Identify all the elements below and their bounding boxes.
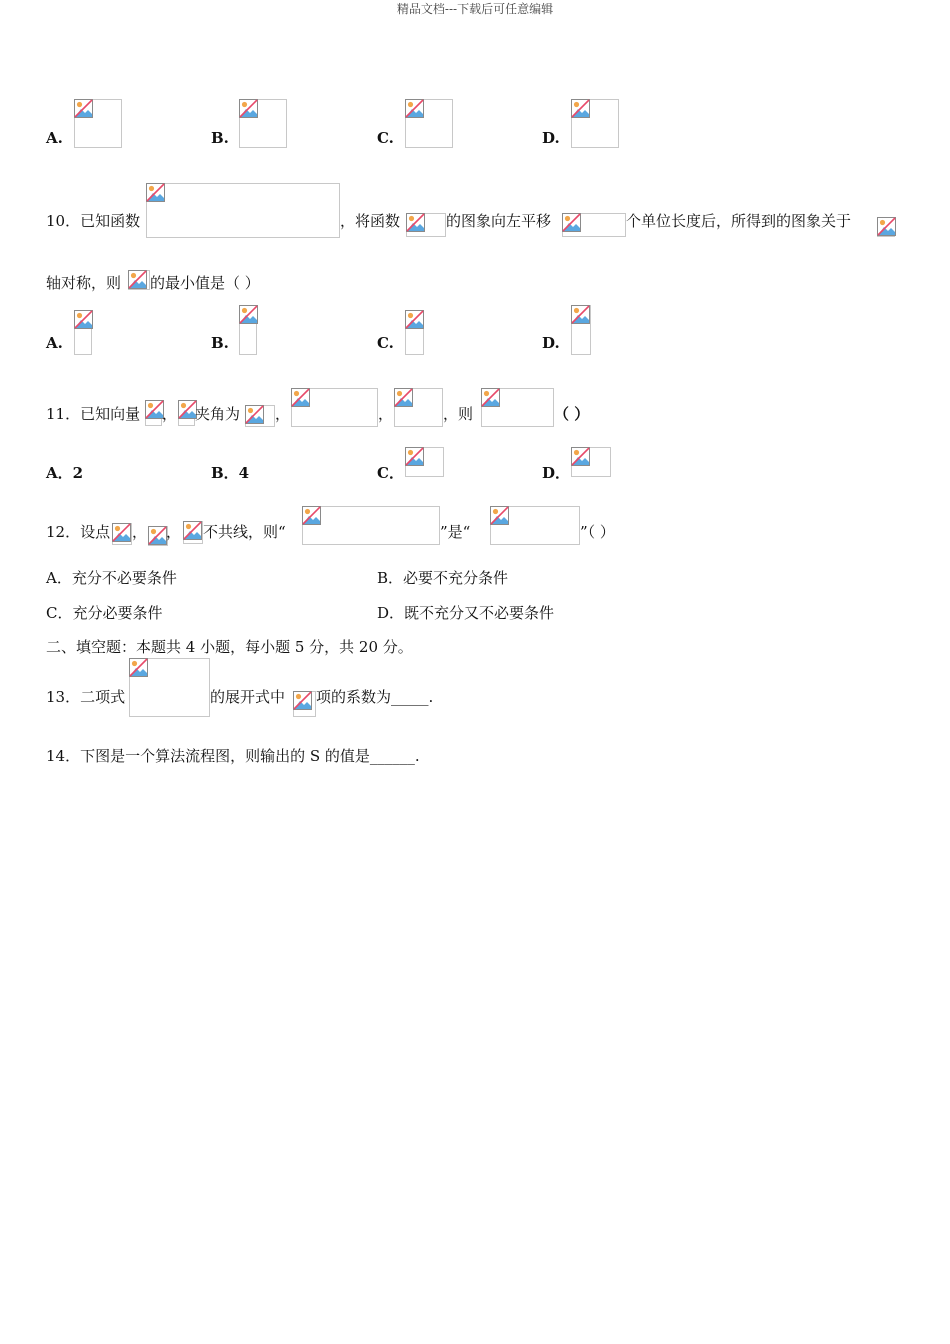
q12-point-c-image [183,521,203,544]
q11-text-5: ， [378,405,394,423]
q10-text-2: ，将函数 [340,212,401,230]
broken-image-icon [405,447,424,466]
q11-text-4: ， [275,405,291,423]
q10-text-5: 轴对称，则 [46,274,122,292]
broken-image-icon [405,99,424,118]
q12-text-1: 12．设点 [46,523,111,541]
broken-image-icon [148,526,167,545]
broken-image-icon [293,691,312,710]
broken-image-icon [291,388,310,407]
q13-text-3: 项的系数为_____. [316,688,434,706]
q13-text-1: 13．二项式 [46,688,126,706]
broken-image-icon [490,506,509,525]
q12-point-b-image [148,526,168,546]
q11-text-6: ，则 [443,405,474,423]
broken-image-icon [239,305,258,324]
q12-condition-2-image [490,506,580,545]
q9-option-a-image [74,99,122,148]
q10-variable-image [128,270,150,290]
q11-angle-image [245,405,275,427]
q10-option-c: C. [377,334,394,352]
broken-image-icon [571,447,590,466]
q9-option-d: D. [542,129,560,147]
broken-image-icon [183,521,202,540]
q10-option-d: D. [542,334,560,352]
page-header: 精品文档---下载后可任意编辑 [396,2,554,16]
broken-image-icon [405,310,424,329]
section-heading: 二、填空题：本题共 4 小题，每小题 5 分，共 20 分。 [46,638,413,656]
q9-option-a: A. [46,129,63,147]
broken-image-icon [877,217,896,236]
q9-option-c-image [405,99,453,148]
q12-text-4: 不共线，则“ [203,523,286,541]
q11-vector-a-image [145,400,162,426]
broken-image-icon [481,388,500,407]
q9-option-c: C. [377,129,394,147]
q11-option-c: C． [377,464,404,482]
q13-term-image [293,691,316,717]
q13-text-2: 的展开式中 [210,688,286,706]
q11-option-d: D． [542,464,571,482]
q10-text-6: 的最小值是（ ） [150,274,260,292]
broken-image-icon [74,99,93,118]
q9-option-b-image [239,99,287,148]
q11-option-d-image [571,447,611,477]
broken-image-icon [571,99,590,118]
q9-option-d-image [571,99,619,148]
q10-axis-image [877,217,895,237]
q12-option-d: D．既不充分又不必要条件 [377,604,555,622]
broken-image-icon [128,270,147,289]
q11-vector-b-image [178,400,195,426]
q10-option-b-image [239,305,257,355]
broken-image-icon [239,99,258,118]
q11-condition-2-image [394,388,443,427]
q13-binomial-image [129,658,210,717]
q10-option-a: A. [46,334,63,352]
q11-condition-1-image [291,388,378,427]
q11-text-3: 夹角为 [195,405,241,423]
q11-option-b: B．4 [211,464,250,482]
q9-option-b: B. [211,129,229,147]
q10-text-1: 10．已知函数 [46,212,141,230]
broken-image-icon [245,405,264,424]
q10-option-b: B. [211,334,229,352]
q10-text-4: 个单位长度后，所得到的图象关于 [626,212,852,230]
q11-text-2: ， [162,405,178,423]
broken-image-icon [571,305,590,324]
q12-condition-1-image [302,506,440,545]
q12-text-6: ”（ ） [580,523,615,541]
broken-image-icon [146,183,165,202]
q12-text-5: ”是“ [440,523,471,541]
q12-text-3: ， [166,523,182,541]
q10-option-d-image [571,305,591,355]
q12-option-b: B．必要不充分条件 [377,569,509,587]
q12-option-c: C．充分必要条件 [46,604,163,622]
q10-text-3: 的图象向左平移 [446,212,552,230]
q14-text: 14．下图是一个算法流程图，则输出的 S 的值是______. [46,747,420,765]
q11-target-image [481,388,554,427]
q10-function-name-image [406,213,446,237]
broken-image-icon [302,506,321,525]
broken-image-icon [406,213,425,232]
q11-option-a: A．2 [46,464,84,482]
broken-image-icon [562,213,581,232]
q12-text-2: ， [132,523,148,541]
q12-option-a: A．充分不必要条件 [46,569,177,587]
q12-point-a-image [112,523,132,545]
q11-option-c-image [405,447,444,477]
broken-image-icon [74,310,93,329]
broken-image-icon [394,388,413,407]
q10-function-image [146,183,340,238]
q11-text-7: （ ） [554,405,590,423]
broken-image-icon [129,658,148,677]
q11-text-1: 11．已知向量 [46,405,141,423]
broken-image-icon [112,523,131,542]
q10-option-c-image [405,310,424,355]
q10-option-a-image [74,310,92,355]
q10-shift-image [562,213,626,237]
